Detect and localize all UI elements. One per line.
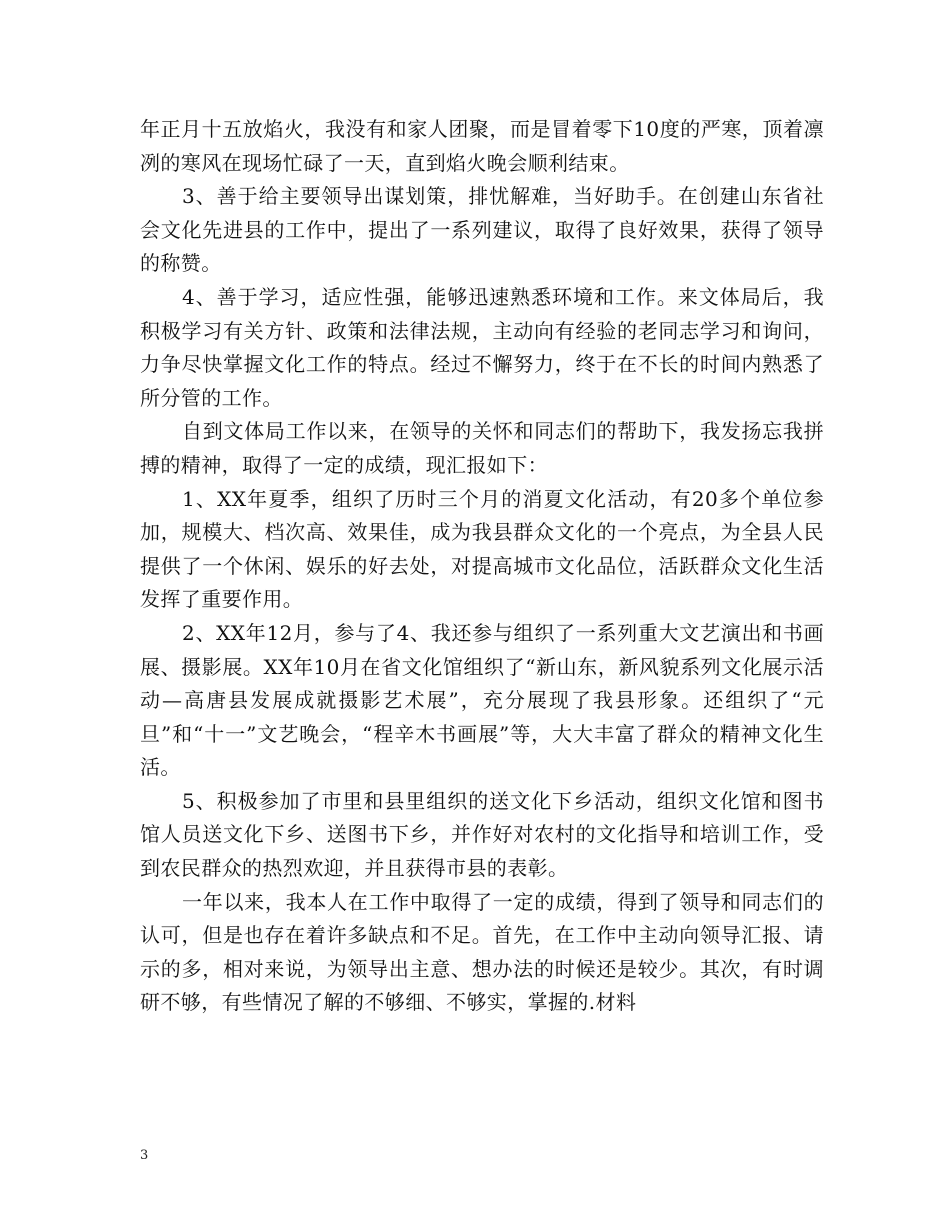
- document-body: [140, 113, 824, 1020]
- page-number: 3: [140, 1148, 149, 1163]
- paragraph-item-3: 3、善于给主要领导出谋划策，排忧解难，当好助手。在创建山东省社会文化先进县的工作中，提出了一系列建议，取得了良好效果，获得了领导的称赞。: [140, 184, 824, 276]
- paragraph-shortcomings: 一年以来，我本人在工作中取得了一定的成绩，得到了领导和同志们的认可，但是也存在着许多缺点和不足。首先，在工作中主动向领导汇报、请示的多，相对来说，为领导出主意、想办法的时候还是较少。其次，有时调研不够，有些情况了解的不够细、不够实，掌握的.材料: [140, 889, 824, 1015]
- paragraph-continuation: 年正月十五放焰火，我没有和家人团聚，而是冒着零下10度的严寒，顶着凛冽的寒风在现场忙碌了一天，直到焰火晚会顺利结束。: [140, 117, 824, 175]
- paragraph-achievement-1: 1、XX年夏季，组织了历时三个月的消夏文化活动，有20多个单位参加，规模大、档次高、效果佳，成为我县群众文化的一个亮点，为全县人民提供了一个休闲、娱乐的好去处，对提高城市文化品位，活跃群众文化生活发挥了重要作用。: [140, 486, 824, 612]
- paragraph-item-4: 4、善于学习，适应性强，能够迅速熟悉环境和工作。来文体局后，我积极学习有关方针、政策和法律法规，主动向有经验的老同志学习和询问，力争尽快掌握文化工作的特点。经过不懈努力，终于在不长的时间内熟悉了所分管的工作。: [140, 284, 824, 410]
- paragraph-achievement-5: 5、积极参加了市里和县里组织的送文化下乡活动，组织文化馆和图书馆人员送文化下乡、送图书下乡，并作好对农村的文化指导和培训工作，受到农民群众的热烈欢迎，并且获得市县的表彰。: [140, 788, 824, 881]
- paragraph-achievement-2: 2、XX年12月，参与了4、我还参与组织了一系列重大文艺演出和书画展、摄影展。XX年10月在省文化馆组织了“新山东，新风貌系列文化展示活动—高唐县发展成就摄影艺术展”，充分展现了我县形象。还组织了“元旦”和“十一”文艺晚会，“程辛木书画展”等，大大丰富了群众的精神文化生活。: [140, 620, 824, 780]
- paragraph-report-intro: 自到文体局工作以来，在领导的关怀和同志们的帮助下，我发扬忘我拼搏的精神，取得了一定的成绩，现汇报如下：: [140, 419, 824, 477]
